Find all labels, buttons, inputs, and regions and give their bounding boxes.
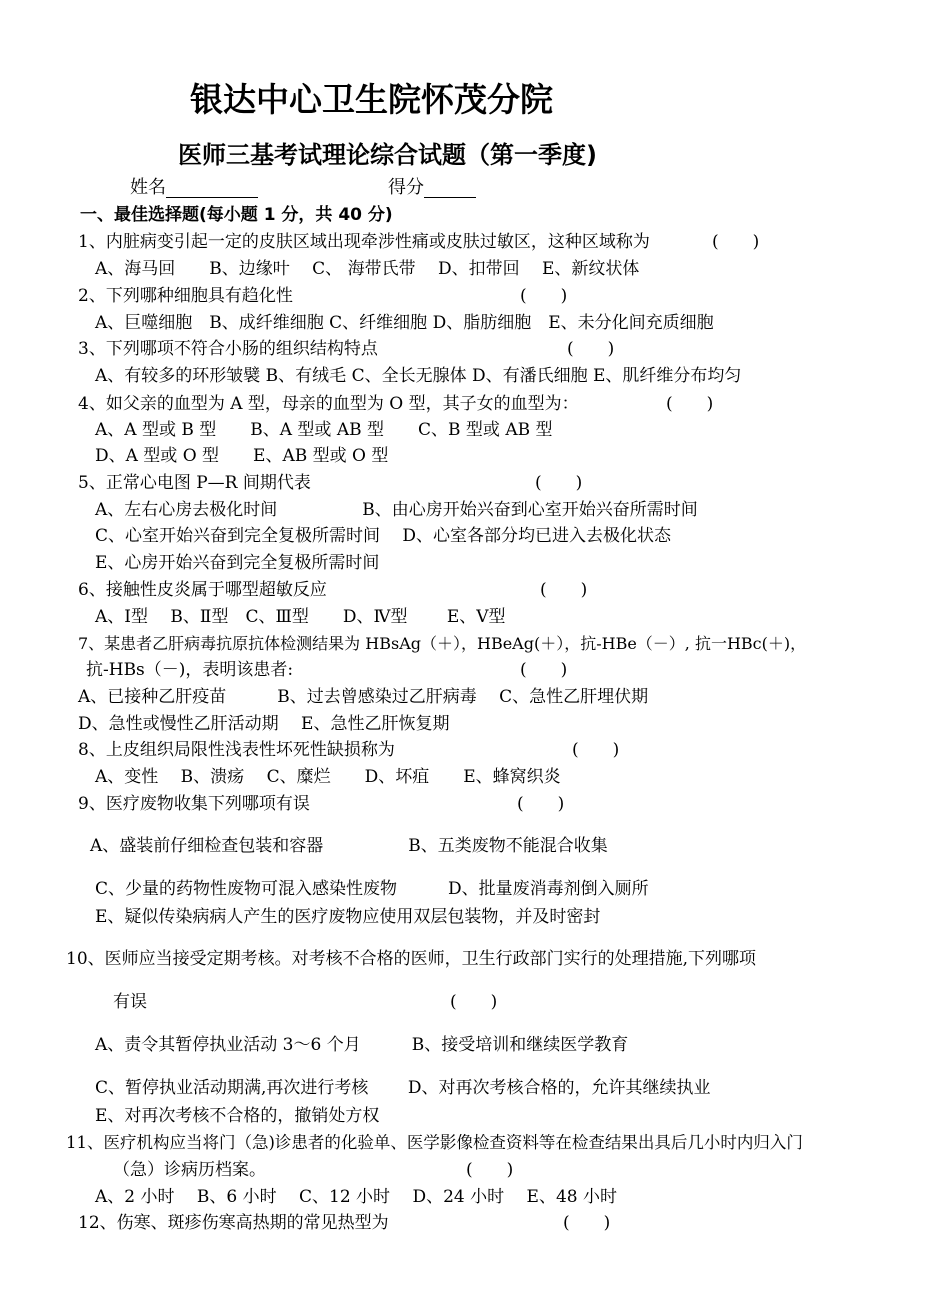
name-label: 姓名 <box>130 177 166 198</box>
question-11: 11、医疗机构应当将门（急)诊患者的化验单、医学影像检查资料等在检查结果出具后几小时内归入门 <box>66 1133 803 1152</box>
document-subtitle: 医师三基考试理论综合试题（第一季度) <box>178 141 597 169</box>
answer-paren-7: ( ) <box>520 660 568 680</box>
options-2: A、巨噬细胞 B、成纤维细胞 C、纤维细胞 D、脂肪细胞 E、未分化间充质细胞 <box>95 313 714 333</box>
answer-paren-8: ( ) <box>572 740 620 760</box>
options-11: A、2 小时 B、6 小时 C、12 小时 D、24 小时 E、48 小时 <box>95 1187 617 1207</box>
name-field <box>130 178 258 198</box>
options-7a: A、已接种乙肝疫苗 B、过去曾感染过乙肝病毒 C、急性乙肝埋伏期 <box>78 687 649 707</box>
answer-paren-3: ( ) <box>567 339 615 359</box>
answer-paren-5: ( ) <box>535 473 583 493</box>
document-title: 银达中心卫生院怀茂分院 <box>190 80 553 119</box>
options-4a: A、A 型或 B 型 B、A 型或 AB 型 C、B 型或 AB 型 <box>95 420 553 440</box>
options-6: A、Ⅰ型 B、Ⅱ型 C、Ⅲ型 D、Ⅳ型 E、Ⅴ型 <box>95 607 506 627</box>
question-4: 4、如父亲的血型为 A 型，母亲的血型为 O 型，其子女的血型为： <box>78 394 579 414</box>
options-10c: E、对再次考核不合格的，撤销处方权 <box>95 1106 380 1126</box>
question-8: 8、上皮组织局限性浅表性坏死性缺损称为 <box>78 740 395 760</box>
score-field <box>388 178 476 198</box>
answer-paren-1: ( ) <box>712 232 760 252</box>
answer-paren-4: ( ) <box>666 394 714 414</box>
answer-paren-6: ( ) <box>540 580 588 600</box>
question-1: 1、内脏病变引起一定的皮肤区域出现牵涉性痛或皮肤过敏区，这种区域称为 <box>78 232 650 252</box>
options-5b: C、心室开始兴奋到完全复极所需时间 D、心室各部分均已进入去极化状态 <box>95 526 672 546</box>
answer-paren-10: ( ) <box>450 992 498 1012</box>
question-10-cont: 有误 <box>113 992 147 1012</box>
options-7b: D、急性或慢性乙肝活动期 E、急性乙肝恢复期 <box>78 714 450 734</box>
name-blank <box>166 180 258 198</box>
answer-paren-11: ( ) <box>466 1160 514 1180</box>
question-7: 7、某患者乙肝病毒抗原抗体检测结果为 HBsAg（＋），HBeAg(＋），抗-HBe（－）, 抗一HBc(＋)， <box>78 634 807 653</box>
answer-paren-12: ( ) <box>563 1213 611 1233</box>
options-5a: A、左右心房去极化时间 B、由心房开始兴奋到心室开始兴奋所需时间 <box>95 500 698 520</box>
options-10b: C、暂停执业活动期满,再次进行考核 D、对再次考核合格的，允许其继续执业 <box>95 1078 711 1098</box>
options-3: A、有较多的环形皱襞 B、有绒毛 C、全长无腺体 D、有潘氏细胞 E、肌纤维分布均匀 <box>95 366 742 386</box>
question-3: 3、下列哪项不符合小肠的组织结构特点 <box>78 339 378 359</box>
answer-paren-2: ( ) <box>520 286 568 306</box>
options-9c: E、疑似传染病病人产生的医疗废物应使用双层包装物，并及时密封 <box>95 907 601 927</box>
options-9a: A、盛装前仔细检查包装和容器 B、五类废物不能混合收集 <box>90 836 608 856</box>
question-10: 10、医师应当接受定期考核。对考核不合格的医师，卫生行政部门实行的处理措施,下列哪项 <box>66 949 757 969</box>
question-11-cont: （急）诊病历档案。 <box>113 1160 266 1180</box>
question-9: 9、医疗废物收集下列哪项有误 <box>78 794 310 814</box>
question-7-cont: 抗-HBs（－)，表明该患者: <box>86 660 294 680</box>
question-5: 5、正常心电图 P—R 间期代表 <box>78 473 311 493</box>
question-2: 2、下列哪种细胞具有趋化性 <box>78 286 293 306</box>
options-8: A、变性 B、溃疡 C、糜烂 D、坏疽 E、蜂窝织炎 <box>95 767 561 787</box>
score-blank <box>424 180 476 198</box>
section-heading: 一、最佳选择题(每小题 1 分，共 40 分) <box>80 205 393 225</box>
options-4b: D、A 型或 O 型 E、AB 型或 O 型 <box>95 446 389 466</box>
question-6: 6、接触性皮炎属于哪型超敏反应 <box>78 580 327 600</box>
score-label: 得分 <box>388 177 424 198</box>
options-1: A、海马回 B、边缘叶 C、 海带氏带 D、扣带回 E、新纹状体 <box>95 259 640 279</box>
options-9b: C、少量的药物性废物可混入感染性废物 D、批量废消毒剂倒入厕所 <box>95 879 649 899</box>
answer-paren-9: ( ) <box>517 794 565 814</box>
options-10a: A、责令其暂停执业活动 3～6 个月 B、接受培训和继续医学教育 <box>95 1035 629 1055</box>
question-12: 12、伤寒、斑疹伤寒高热期的常见热型为 <box>78 1213 389 1233</box>
options-5c: E、心房开始兴奋到完全复极所需时间 <box>95 553 380 573</box>
